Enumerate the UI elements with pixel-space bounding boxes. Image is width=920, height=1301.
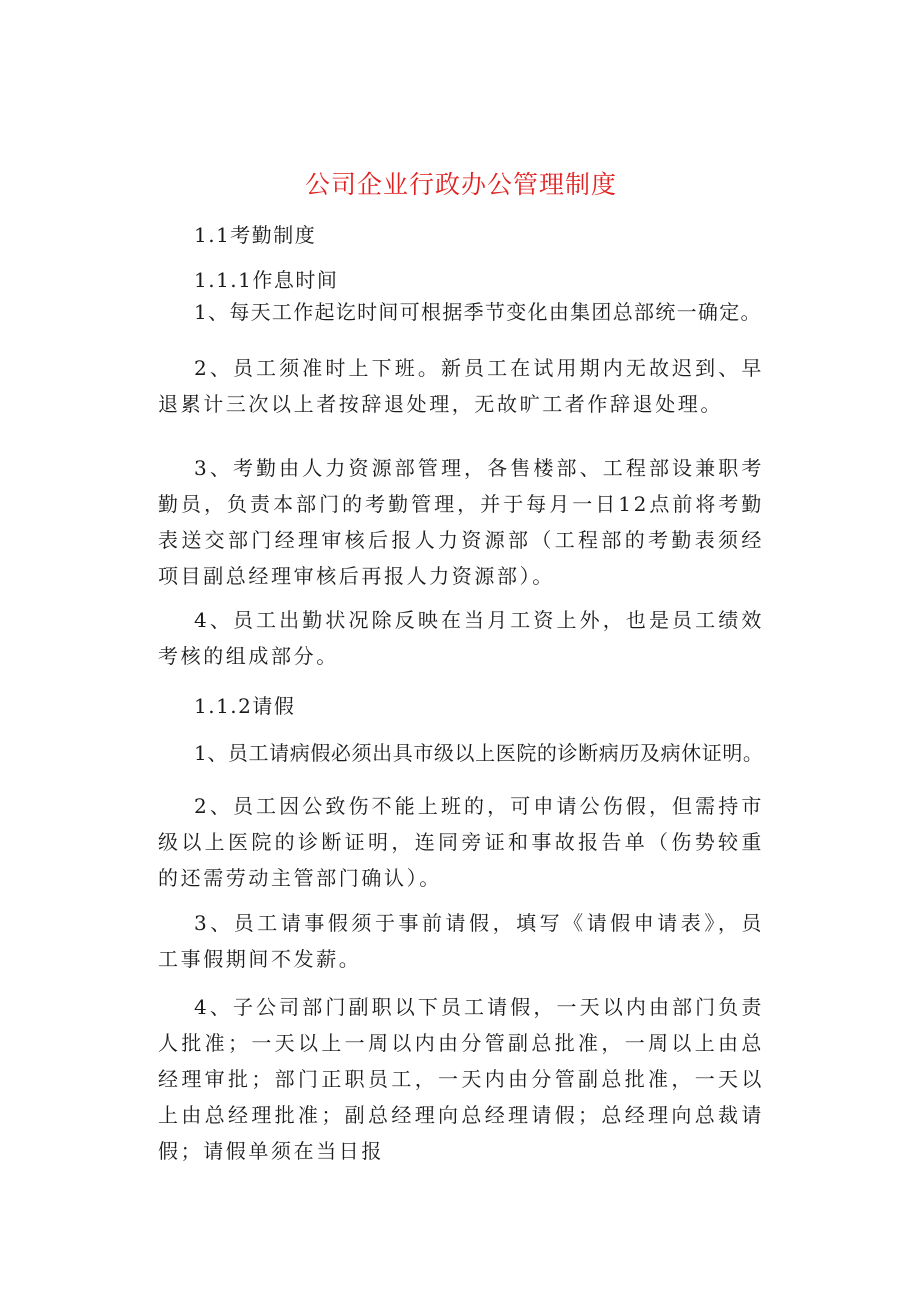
work-hours-rule-3: 3、考勤由人力资源部管理，各售楼部、工程部设兼职考勤员，负责本部门的考勤管理，并于每月一日12点前将考勤表送交部门经理审核后报人力资源部（工程部的考勤表须经项目副总经理审核后再报人力资源部）。 (158, 456, 764, 588)
leave-rule-2: 2、员工因公致伤不能上班的，可申请公伤假，但需持市级以上医院的诊断证明，连同旁证和事故报告单（伤势较重的还需劳动主管部门确认）。 (158, 794, 764, 890)
work-hours-rule-4: 4、员工出勤状况除反映在当月工资上外，也是员工绩效考核的组成部分。 (158, 608, 764, 668)
work-hours-rule-1: 1、每天工作起讫时间可根据季节变化由集团总部统一确定。 (194, 300, 762, 324)
leave-rule-3: 3、员工请事假须于事前请假，填写《请假申请表》，员工事假期间不发薪。 (158, 911, 764, 971)
subsection-heading-work-hours: 1.1.1作息时间 (194, 268, 339, 292)
section-heading-attendance: 1.1考勤制度 (194, 223, 317, 247)
leave-rule-4: 4、子公司部门副职以下员工请假，一天以内由部门负责人批准；一天以上一周以内由分管副总批准，一周以上由总经理审批；部门正职员工，一天内由分管副总批准，一天以上由总经理批准；副总经理向总经理请假；总经理向总裁请假；请假单须在当日报 (158, 995, 764, 1163)
leave-rule-1: 1、员工请病假必须出具市级以上医院的诊断病历及病休证明。 (194, 741, 764, 765)
subsection-heading-leave: 1.1.2请假 (194, 694, 296, 718)
document-title: 公司企业行政办公管理制度 (304, 170, 617, 199)
work-hours-rule-2: 2、员工须准时上下班。新员工在试用期内无故迟到、早退累计三次以上者按辞退处理，无故旷工者作辞退处理。 (158, 356, 764, 416)
